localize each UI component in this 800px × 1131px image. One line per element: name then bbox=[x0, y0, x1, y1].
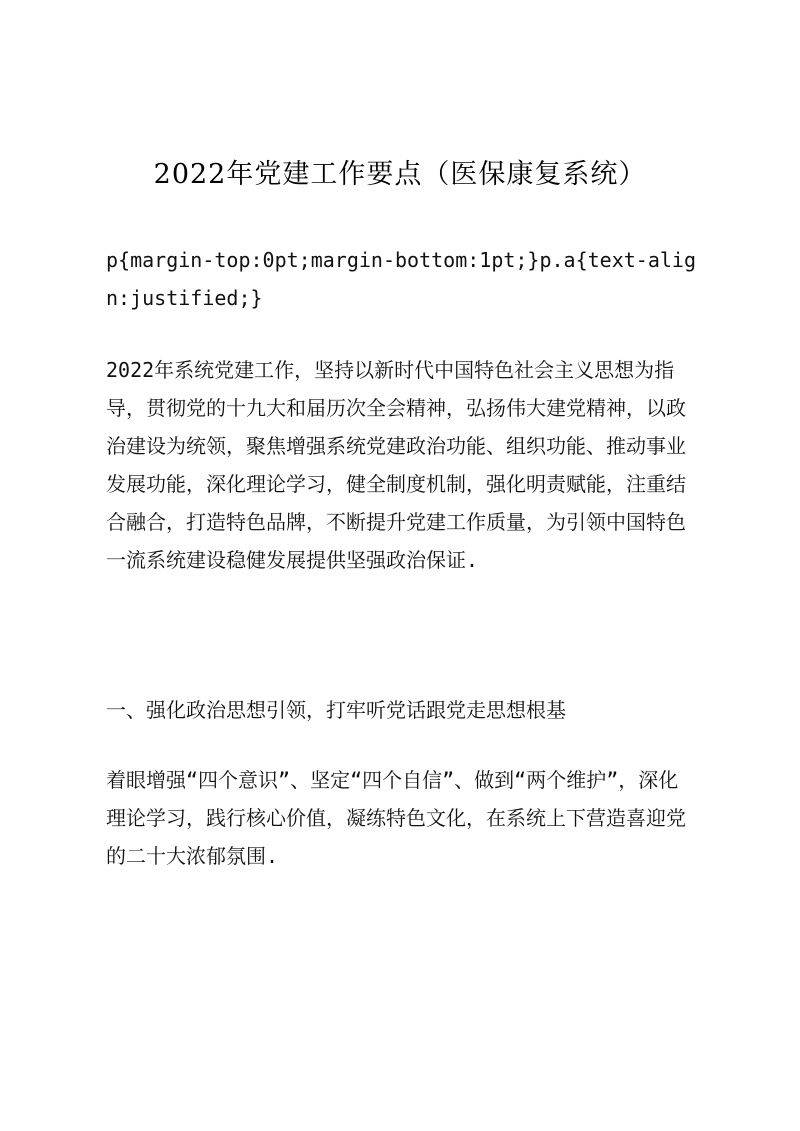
css-text-paragraph: p{margin-top:0pt;margin-bottom:1pt;}p.a{text-align:justified;} bbox=[106, 248, 697, 310]
section-body-paragraph: 着眼增强“四个意识”、坚定“四个自信”、做到“两个维护”，深化理论学习，践行核心价值，凝练特色文化，在系统上下营造喜迎党的二十大浓郁氛围. bbox=[106, 768, 686, 868]
intro-paragraph: 2022年系统党建工作，坚持以新时代中国特色社会主义思想为指导，贯彻党的十九大和届历次全会精神，弘扬伟大建党精神，以政治建设为统领，聚焦增强系统党建政治功能、组织功能、推动事业发展功能，深化理论学习，健全制度机制，强化明责赋能，注重结合融合，打造特色品牌，不断提升党建工作质量，为引领中国特色一流系统建设稳健发展提供坚强政治保证. bbox=[106, 358, 686, 572]
page-title: 2022年党建工作要点（医保康复系统） bbox=[153, 159, 647, 190]
section-heading: 一、强化政治思想引领，打牢听党话跟党走思想根基 bbox=[106, 698, 566, 722]
